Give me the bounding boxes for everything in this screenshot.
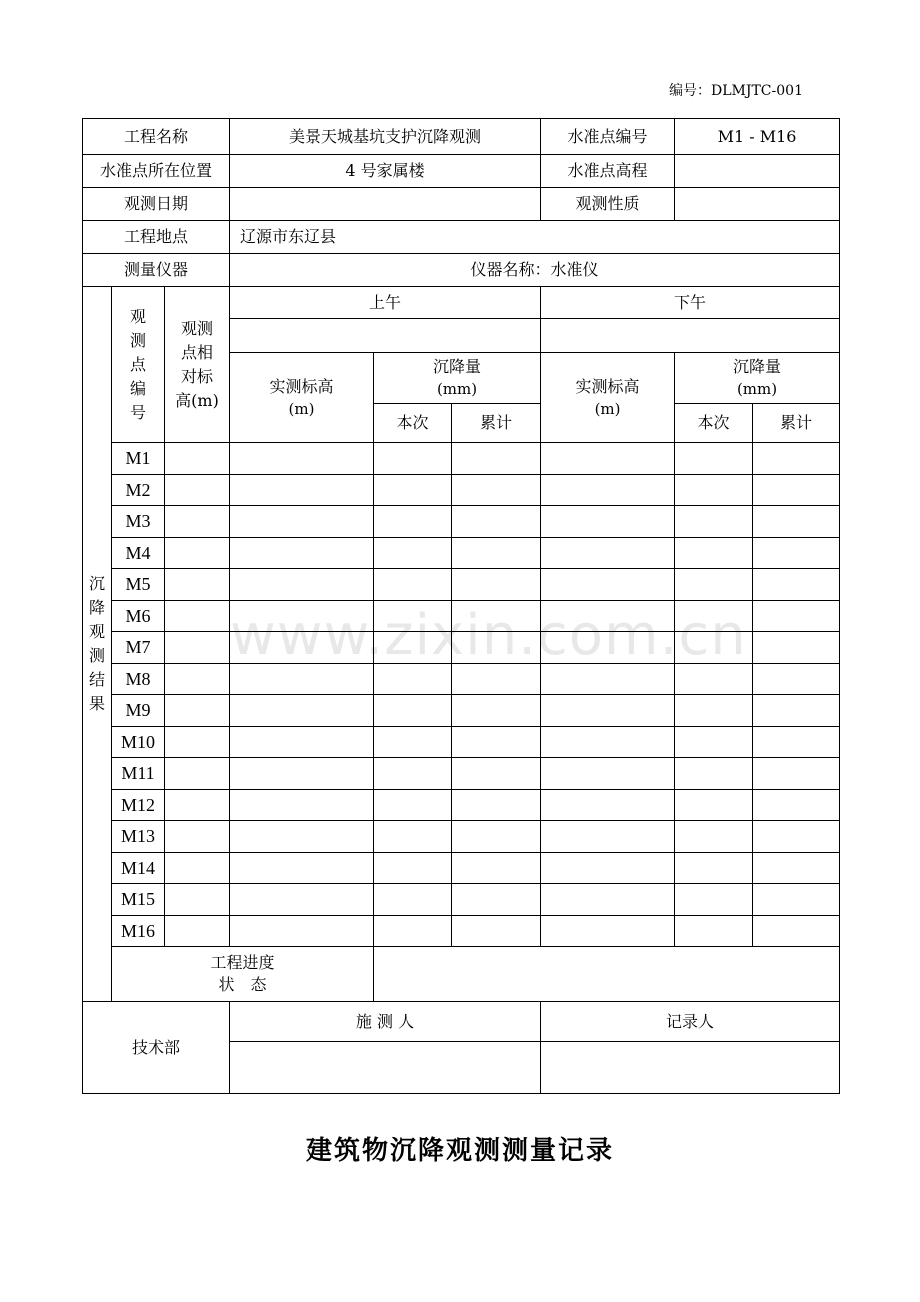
point-label: M10 — [112, 726, 165, 758]
progress-value — [374, 947, 840, 1002]
data-cell — [165, 632, 230, 664]
data-cell — [675, 695, 753, 727]
data-cell — [541, 884, 675, 916]
data-cell — [753, 506, 840, 538]
data-cell — [541, 600, 675, 632]
data-cell — [230, 663, 374, 695]
data-cell — [374, 884, 452, 916]
data-cell — [374, 443, 452, 475]
data-cell — [675, 600, 753, 632]
data-cell — [452, 474, 541, 506]
data-cell — [541, 506, 675, 538]
data-cell — [230, 569, 374, 601]
data-cell — [541, 758, 675, 790]
data-cell — [753, 474, 840, 506]
data-cell — [230, 632, 374, 664]
data-cell — [753, 443, 840, 475]
table-row — [83, 474, 840, 506]
point-no-header: 观测点编号 — [112, 287, 165, 443]
data-cell — [753, 695, 840, 727]
data-cell — [541, 474, 675, 506]
data-cell — [541, 726, 675, 758]
data-cell — [675, 884, 753, 916]
data-cell — [753, 632, 840, 664]
obs-date-value — [230, 188, 541, 221]
afternoon-header: 下午 — [541, 287, 840, 319]
table-row — [83, 915, 840, 947]
row-obs-date — [83, 188, 840, 221]
point-label: M1 — [112, 443, 165, 475]
point-label: M12 — [112, 789, 165, 821]
data-cell — [452, 600, 541, 632]
am-measured-elev-header: 实测标高 (m) — [230, 353, 374, 443]
am-cumulative-header: 累计 — [452, 404, 541, 443]
data-cell — [374, 537, 452, 569]
document-title: 建筑物沉降观测测量记录 — [305, 1136, 614, 1166]
data-cell — [675, 915, 753, 947]
data-cell — [230, 506, 374, 538]
obs-date-label: 观测日期 — [83, 188, 230, 221]
row-site — [83, 221, 840, 254]
data-cell — [452, 632, 541, 664]
table-row — [83, 632, 840, 664]
am-this-time-header: 本次 — [374, 404, 452, 443]
pm-settlement-header: 沉降量 (mm) — [675, 353, 840, 404]
data-cell — [165, 695, 230, 727]
data-cell — [452, 789, 541, 821]
project-name-label: 工程名称 — [83, 119, 230, 155]
watermark: www.zixin.com.cn — [230, 603, 747, 668]
table-row — [83, 443, 840, 475]
data-cell — [675, 789, 753, 821]
row-progress — [83, 947, 840, 1002]
data-cell — [675, 569, 753, 601]
data-cell — [374, 474, 452, 506]
morning-header: 上午 — [230, 287, 541, 319]
rel-elev-header: 观测点相对标高(m) — [165, 287, 230, 443]
data-cell — [230, 852, 374, 884]
point-label: M7 — [112, 632, 165, 664]
data-cell — [675, 726, 753, 758]
data-cell — [753, 852, 840, 884]
data-cell — [452, 506, 541, 538]
data-cell — [753, 726, 840, 758]
point-label: M11 — [112, 758, 165, 790]
data-cell — [541, 569, 675, 601]
point-label: M15 — [112, 884, 165, 916]
data-cell — [675, 663, 753, 695]
data-cell — [753, 537, 840, 569]
data-cell — [541, 915, 675, 947]
point-label: M2 — [112, 474, 165, 506]
data-cell — [374, 915, 452, 947]
data-cell — [541, 443, 675, 475]
data-cell — [452, 758, 541, 790]
row-period-header — [83, 287, 840, 319]
data-cell — [753, 663, 840, 695]
obs-nature-label: 观测性质 — [541, 188, 675, 221]
surveyor-signature — [230, 1042, 541, 1094]
point-label: M6 — [112, 600, 165, 632]
data-cell — [165, 821, 230, 853]
data-cell — [541, 632, 675, 664]
data-cell — [374, 852, 452, 884]
table-row — [83, 758, 840, 790]
instrument-label: 测量仪器 — [83, 254, 230, 287]
data-cell — [165, 569, 230, 601]
tech-dept-label: 技术部 — [83, 1002, 230, 1094]
data-cell — [541, 695, 675, 727]
benchmark-elev-value — [675, 155, 840, 188]
surveyor-label: 施 测 人 — [230, 1002, 541, 1042]
data-cell — [165, 758, 230, 790]
data-cell — [452, 915, 541, 947]
data-cell — [452, 821, 541, 853]
point-label: M3 — [112, 506, 165, 538]
data-cell — [165, 443, 230, 475]
data-cell — [753, 884, 840, 916]
data-cell — [675, 852, 753, 884]
point-label: M5 — [112, 569, 165, 601]
benchmark-location-label: 水准点所在位置 — [83, 155, 230, 188]
data-cell — [753, 569, 840, 601]
table-row — [83, 600, 840, 632]
data-cell — [452, 663, 541, 695]
data-cell — [675, 821, 753, 853]
point-label: M14 — [112, 852, 165, 884]
data-cell — [230, 789, 374, 821]
data-cell — [165, 915, 230, 947]
data-cell — [230, 915, 374, 947]
site-label: 工程地点 — [83, 221, 230, 254]
data-cell — [165, 852, 230, 884]
data-cell — [374, 663, 452, 695]
data-cell — [452, 443, 541, 475]
data-cell — [374, 632, 452, 664]
benchmark-no-label: 水准点编号 — [541, 119, 675, 155]
data-cell — [541, 852, 675, 884]
data-cell — [541, 821, 675, 853]
data-cell — [165, 600, 230, 632]
table-row — [83, 821, 840, 853]
data-cell — [753, 758, 840, 790]
data-cell — [374, 695, 452, 727]
settlement-record-table — [82, 118, 840, 1094]
data-cell — [753, 600, 840, 632]
data-cell — [675, 506, 753, 538]
data-cell — [452, 569, 541, 601]
data-cell — [675, 474, 753, 506]
am-settlement-header: 沉降量 (mm) — [374, 353, 541, 404]
table-row — [83, 569, 840, 601]
data-cell — [374, 726, 452, 758]
point-label: M13 — [112, 821, 165, 853]
benchmark-no-value: M1 - M16 — [675, 119, 840, 155]
site-value: 辽源市东辽县 — [230, 221, 840, 254]
data-cell — [230, 695, 374, 727]
table-row — [83, 789, 840, 821]
data-cell — [165, 474, 230, 506]
data-cell — [452, 852, 541, 884]
data-cell — [230, 443, 374, 475]
data-cell — [753, 789, 840, 821]
point-label: M9 — [112, 695, 165, 727]
data-cell — [230, 537, 374, 569]
table-row — [83, 506, 840, 538]
data-cell — [230, 726, 374, 758]
point-label: M8 — [112, 663, 165, 695]
afternoon-blank — [541, 319, 840, 353]
data-cell — [753, 915, 840, 947]
morning-blank — [230, 319, 541, 353]
data-cell — [541, 789, 675, 821]
obs-nature-value — [675, 188, 840, 221]
data-cell — [753, 821, 840, 853]
pm-cumulative-header: 累计 — [753, 404, 840, 443]
data-cell — [541, 537, 675, 569]
data-cell — [374, 821, 452, 853]
table-row — [83, 663, 840, 695]
data-cell — [452, 537, 541, 569]
data-cell — [374, 569, 452, 601]
data-cell — [230, 821, 374, 853]
table-row — [83, 537, 840, 569]
pm-this-time-header: 本次 — [675, 404, 753, 443]
point-label: M16 — [112, 915, 165, 947]
data-cell — [230, 600, 374, 632]
data-cell — [374, 789, 452, 821]
data-cell — [165, 663, 230, 695]
table-row — [83, 695, 840, 727]
data-cell — [165, 726, 230, 758]
pm-measured-elev-header: 实测标高 (m) — [541, 353, 675, 443]
data-cell — [675, 758, 753, 790]
progress-label: 工程进度 状 态 — [112, 947, 374, 1002]
table-row — [83, 852, 840, 884]
data-cell — [165, 884, 230, 916]
data-cell — [675, 632, 753, 664]
data-cell — [374, 506, 452, 538]
data-cell — [230, 884, 374, 916]
data-cell — [230, 758, 374, 790]
results-section-label: 沉降观测结果 — [83, 287, 112, 1002]
benchmark-elev-label: 水准点高程 — [541, 155, 675, 188]
data-cell — [165, 537, 230, 569]
data-cell — [452, 726, 541, 758]
data-cell — [374, 758, 452, 790]
data-cell — [165, 789, 230, 821]
document-number: 编号：DLMJTC-001 — [669, 83, 803, 99]
table-row — [83, 726, 840, 758]
instrument-value: 仪器名称：水准仪 — [230, 254, 840, 287]
row-instrument — [83, 254, 840, 287]
recorder-label: 记录人 — [541, 1002, 840, 1042]
row-benchmark-location — [83, 155, 840, 188]
table-row — [83, 884, 840, 916]
benchmark-location-value: 4 号家属楼 — [230, 155, 541, 188]
data-cell — [452, 884, 541, 916]
data-cell — [452, 695, 541, 727]
data-cell — [541, 663, 675, 695]
point-label: M4 — [112, 537, 165, 569]
data-cell — [230, 474, 374, 506]
project-name-value: 美景天城基坑支护沉降观测 — [230, 119, 541, 155]
data-cell — [374, 600, 452, 632]
row-signers — [83, 1002, 840, 1042]
data-cell — [165, 506, 230, 538]
data-cell — [675, 537, 753, 569]
recorder-signature — [541, 1042, 840, 1094]
data-cell — [675, 443, 753, 475]
row-project-name — [83, 119, 840, 155]
